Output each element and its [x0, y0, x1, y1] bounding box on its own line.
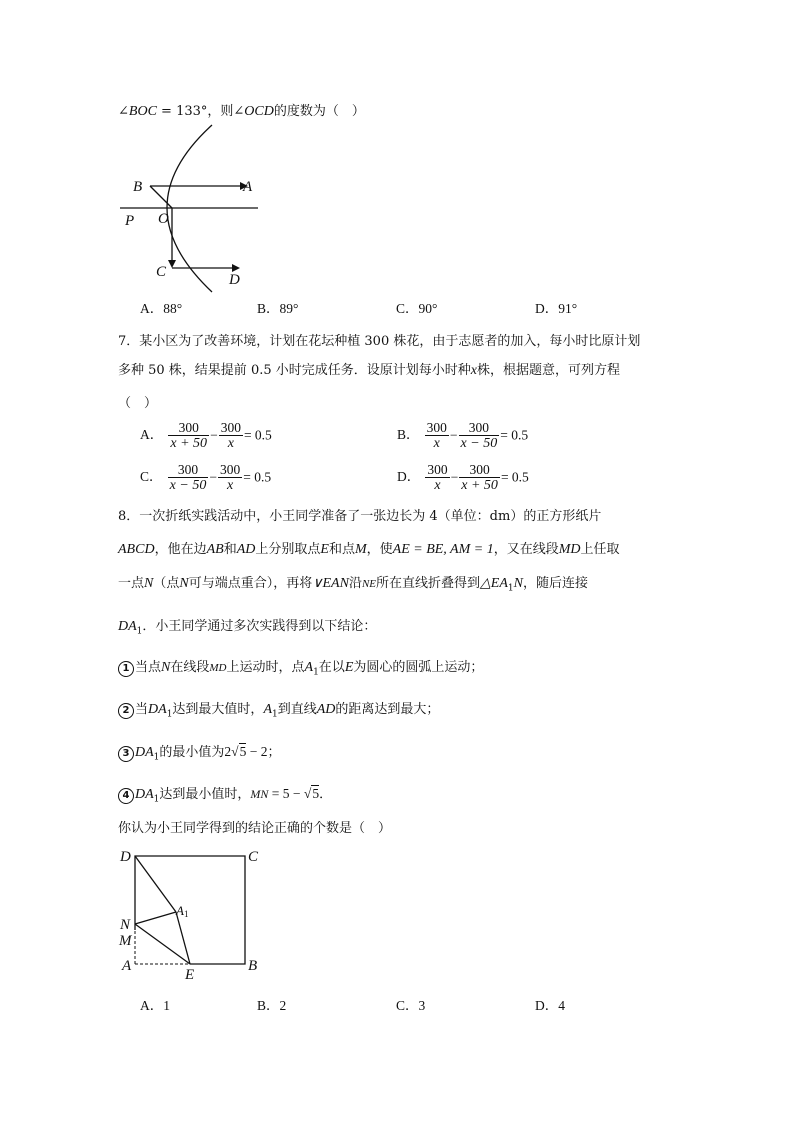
segment-A1E [176, 912, 190, 964]
q8-stem-line2: ABCD，他在边AB和AD上分别取点E和点M，使AE = BE, AM = 1，又在线段MD上任取 [118, 542, 620, 557]
label-E: E [185, 967, 195, 983]
q6-option-c[interactable]: C．90° [396, 301, 438, 316]
label-A: A [243, 179, 253, 195]
q8-question: 你认为小王同学得到的结论正确的个数是（ ） [118, 821, 392, 836]
q8-figure [112, 846, 272, 984]
q7-stem-line1: 7．某小区为了改善环境，计划在花坛种植 300 株花，由于志愿者的加入，每小时比原计划 [118, 334, 641, 349]
q8-conclusion-2: 2 当$DA_1$达到最大值时，$A_1$到直线AD的距离达到最大； [118, 701, 439, 724]
q8-conclusion-3: 3 $DA_1$的最小值为2√5 − 2； [118, 743, 280, 767]
q8-stem-line3: 一点N（点N可与端点重合），再将∨EAN沿NE所在直线折叠得到$\triangle EA_1N$，随后连接 [118, 576, 588, 594]
label-B: B [133, 179, 143, 195]
q8-option-b[interactable]: B．2 [257, 998, 287, 1013]
segment-NE [135, 924, 190, 964]
label-C: C [248, 849, 259, 865]
square-outline [135, 856, 245, 964]
q8-option-d[interactable]: D．4 [535, 998, 565, 1013]
q7-stem-line2: 多种 50 株，结果提前 0.5 小时完成任务．设原计划每小时种x株，根据题意，可列方程 [118, 363, 620, 378]
label-B: B [248, 958, 258, 974]
q6-option-a[interactable]: A．88° [140, 301, 183, 316]
label-A: A [122, 958, 132, 974]
q8-stem-line4: $DA_1$．小王同学通过多次实践得到以下结论： [118, 619, 377, 637]
q8-stem-line1: 8．一次折纸实践活动中，小王同学准备了一张边长为 4（单位：dm）的正方形纸片 [118, 509, 602, 524]
label-N: N [120, 917, 131, 933]
q7-option-b[interactable]: B． $\frac{300}{x}$ − $\frac{300}{x - 50}$ = 0.5 [397, 420, 529, 451]
segment-DA1 [135, 856, 176, 912]
q7-option-c[interactable]: C． $\frac{300}{x - 50}$ − $\frac{300}{x}$ = 0.5 [140, 462, 272, 493]
label-M: M [119, 933, 132, 949]
label-P: P [125, 213, 135, 229]
q8-conclusion-4: 4 $DA_1$达到最小值时，MN = 5 − √5． [118, 785, 332, 809]
label-A1: A1 [176, 903, 189, 919]
label-D: D [120, 849, 131, 865]
q8-option-a[interactable]: A．1 [140, 998, 170, 1013]
q8-option-c[interactable]: C．3 [396, 998, 426, 1013]
q6-option-d[interactable]: D．91° [535, 301, 578, 316]
label-C: C [156, 264, 167, 280]
q6-figure [112, 122, 272, 300]
segment-NA1 [135, 912, 176, 924]
q7-paren: （ ） [118, 396, 158, 411]
q7-option-d[interactable]: D． $\frac{300}{x}$ − $\frac{300}{x + 50}$ = 0.5 [397, 462, 529, 493]
q6-stem: ∠BOC = 133°，则∠OCD的度数为（ ） [118, 104, 365, 119]
q7-option-a[interactable]: A． $\frac{300}{x + 50}$ − $\frac{300}{x}$ = 0.5 [140, 420, 272, 451]
label-D: D [229, 272, 240, 288]
q8-conclusion-1: 1 当点N在线段MD上运动时，点$A_1$在以E为圆心的圆弧上运动； [118, 659, 483, 682]
label-O: O [158, 211, 169, 227]
q6-option-b[interactable]: B．89° [257, 301, 299, 316]
